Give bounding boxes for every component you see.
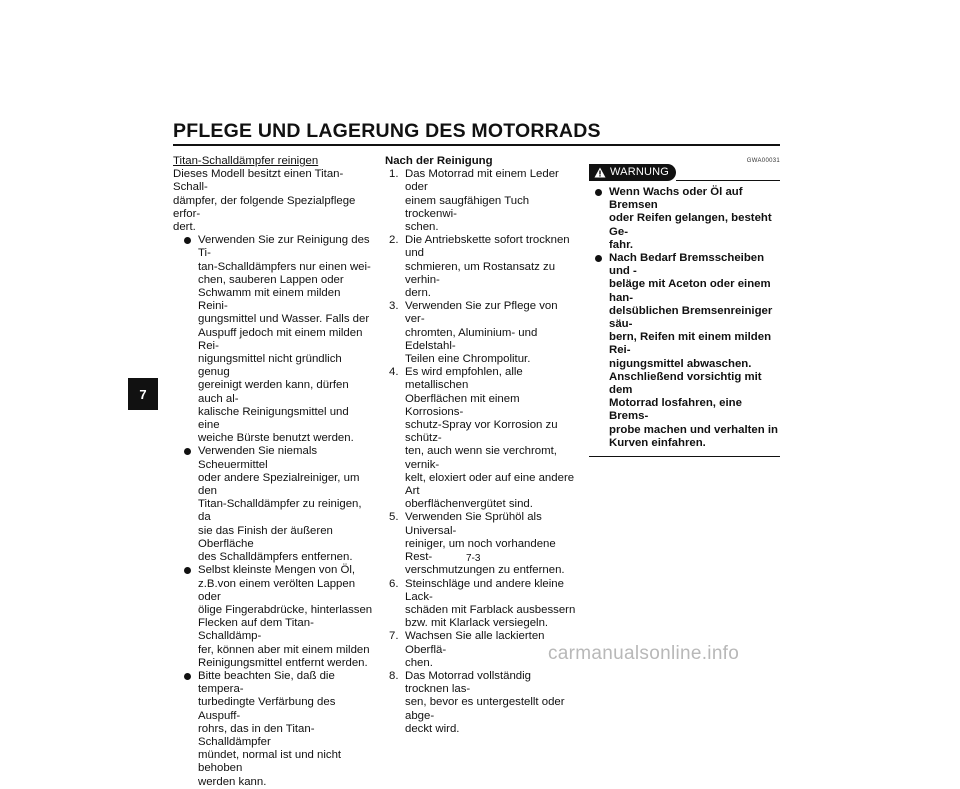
list-item: 2. Die Antriebskette sofort trocknen und schmieren, um Rostansatz zu verhin- dern. bbox=[389, 234, 570, 300]
heading-after-cleaning: Nach der Reinigung bbox=[385, 155, 493, 167]
subheading-titanium-muffler: Titan-Schalldämpfer reinigen bbox=[173, 155, 319, 167]
list-item: 6. Steinschläge und andere kleine Lack- schäden mit Farblack ausbessern bzw. mit Klarlack versiegeln. bbox=[389, 577, 576, 630]
list-item: 1. Das Motorrad mit einem Leder oder einem saugfähigen Tuch trockenwi- schen. bbox=[389, 168, 559, 234]
warning-list bbox=[589, 186, 780, 450]
step-number: 8. bbox=[389, 669, 399, 682]
list-item: 4. Es wird empfohlen, alle metallischen Oberflächen mit einem Korrosions- schutz-Spray vor Korrosion zu schütz- ten, auch wenn sie verchromt, vernik- kelt, eloxiert oder auf eine andere Art oberflächenvergütet sind. bbox=[389, 366, 575, 511]
step-number: 3. bbox=[389, 300, 399, 313]
warning-bottom-rule bbox=[589, 456, 780, 457]
list-item: 5. Verwenden Sie Sprühöl als Universal- reiniger, um noch vorhandene Rest- verschmutzungen zu entfernen. bbox=[389, 511, 565, 577]
step-number: 5. bbox=[389, 511, 399, 524]
bullet-icon bbox=[595, 255, 602, 262]
warning-code: GWA00031 bbox=[746, 158, 780, 164]
page-title: PFLEGE UND LAGERUNG DES MOTORRADS bbox=[173, 120, 601, 142]
list-item: 7. Wachsen Sie alle lackierten Oberflä- chen. bbox=[389, 630, 545, 669]
muffler-care-list bbox=[173, 234, 373, 789]
step-number: 4. bbox=[389, 366, 399, 379]
watermark: carmanualsonline.info bbox=[548, 643, 740, 664]
warning-badge bbox=[589, 164, 676, 181]
list-item: Bitte beachten Sie, daß die tempera- turbedingte Verfärbung des Auspuff- rohrs, das in den Titan-Schalldämpfer mündet, normal ist und nicht behoben werden kann. bbox=[173, 670, 373, 789]
warning-rule bbox=[676, 180, 780, 181]
list-item: 8. Das Motorrad vollständig trocknen las- sen, bevor es untergestellt oder abge- deckt wird. bbox=[389, 669, 565, 735]
warning-header bbox=[589, 164, 780, 186]
page-number: 7-3 bbox=[466, 553, 481, 564]
bullet-icon bbox=[184, 567, 191, 574]
step-number: 7. bbox=[389, 630, 399, 643]
intro-paragraph: Dieses Modell besitzt einen Titan-Schall- dämpfer, der folgende Spezialpflege erfor- dert. bbox=[173, 168, 356, 234]
warning-triangle-icon bbox=[594, 167, 606, 178]
title-rule bbox=[173, 144, 780, 146]
bullet-icon bbox=[184, 673, 191, 680]
list-item: Wenn Wachs oder Öl auf Bremsen oder Reifen gelangen, besteht Ge- fahr. bbox=[589, 186, 780, 252]
step-number: 6. bbox=[389, 577, 399, 590]
list-item: Selbst kleinste Mengen von Öl, z.B.von einem verölten Lappen oder ölige Fingerabdrücke, hinterlassen Flecken auf dem Titan- Schalldämp- fer, können aber mit einem milden Reinigungsmittel entfernt werden. bbox=[173, 564, 373, 670]
warning-box bbox=[589, 155, 780, 457]
list-item: Nach Bedarf Bremsscheiben und - beläge mit Aceton oder einem han- delsüblichen Bremsenreiniger säu- bern, Reifen mit einem milden Rei- nigungsmittel abwaschen. Anschließend vorsichtig mit dem Motorrad losfahren, eine Brems- probe machen und verhalten in Kurven einfahren. bbox=[589, 252, 780, 450]
step-number: 1. bbox=[389, 168, 399, 181]
bullet-icon bbox=[595, 189, 602, 196]
list-item: Verwenden Sie zur Reinigung des Ti- tan-Schalldämpfers nur einen wei- chen, sauberen Lappen oder Schwamm mit einem milden Reini- gungsmittel und Wasser. Falls der Auspuff jedoch mit einem milden Rei- nigungsmittel nicht gründlich genug gereinigt werden kann, dürfen auch al- kalische Reinigungsmittel und eine weiche Bürste benutzt werden. bbox=[173, 234, 373, 445]
column-titanium-muffler bbox=[173, 155, 373, 789]
warning-label: WARNUNG bbox=[610, 165, 670, 178]
bullet-icon bbox=[184, 237, 191, 244]
list-item: 3. Verwenden Sie zur Pflege von ver- chromten, Aluminium- und Edelstahl- Teilen eine Chrompolitur. bbox=[389, 300, 558, 366]
bullet-icon bbox=[184, 448, 191, 455]
list-item: Verwenden Sie niemals Scheuermittel oder andere Spezialreiniger, um den Titan-Schalldämpfer zu reinigen, da sie das Finish der äußeren Oberfläche des Schalldämpfers entfernen. bbox=[173, 445, 373, 564]
step-number: 2. bbox=[389, 234, 399, 247]
chapter-tab: 7 bbox=[128, 378, 158, 410]
